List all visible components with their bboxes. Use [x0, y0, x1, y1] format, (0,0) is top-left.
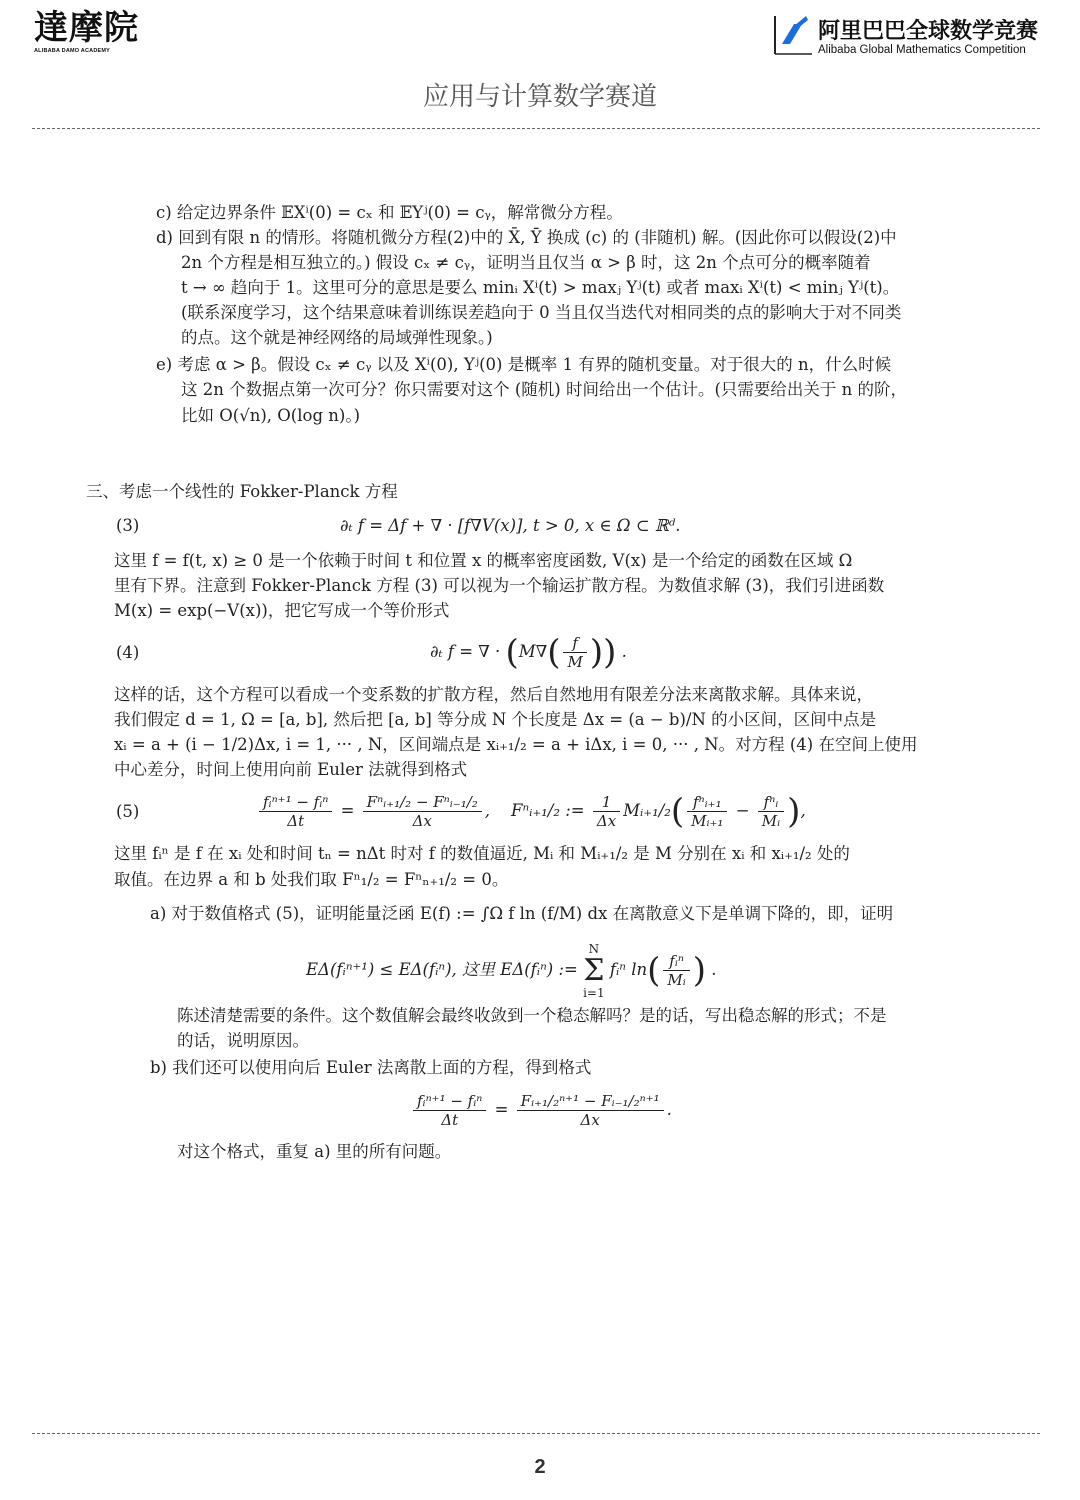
question-c: c) 给定边界条件 𝔼Xⁱ(0) = cₓ 和 𝔼Yʲ(0) = cᵧ，解常微分方程。 — [156, 203, 623, 222]
qa-text-line: 的话，说明原因。 — [177, 1031, 309, 1050]
eq5-frac-num: 1 — [593, 793, 620, 812]
eq4-inner: M∇ — [518, 642, 548, 661]
sum-upper: N — [588, 941, 600, 956]
eq4-label: (4) — [116, 643, 140, 662]
qa-text-line: 陈述清楚需要的条件。这个数值解会最终收敛到一个稳态解吗？是的话，写出稳态解的形式；不是 — [177, 1006, 887, 1025]
competition-name-en: Alibaba Global Mathematics Competition — [818, 44, 1026, 56]
question-e-line: 比如 O(√n), O(log n)。) — [181, 406, 361, 425]
para3-line: 这里 fᵢⁿ 是 f 在 xᵢ 处和时间 tₙ = nΔt 时对 f 的数值逼近, Mᵢ 和 Mᵢ₊₁/₂ 是 M 分别在 xᵢ 和 xᵢ₊₁/₂ 处的 — [114, 844, 850, 863]
question-e-line: e) 考虑 α > β。假设 cₓ ≠ cᵧ 以及 Xⁱ(0), Yʲ(0) 是概率 1 有界的随机变量。对于很大的 n，什么时候 — [156, 355, 892, 374]
eq5-frac-den: Mᵢ — [761, 812, 781, 830]
eq5-frac-num: Fⁿᵢ₊₁/₂ − Fⁿᵢ₋₁/₂ — [363, 793, 482, 812]
para2-line: 中心差分，时间上使用向前 Euler 法就得到格式 — [114, 760, 468, 779]
qb-frac-den: Δt — [441, 1111, 459, 1129]
academy-logo-en: ALIBABA DAMO ACADEMY — [34, 48, 111, 54]
eq5-frac-den: Δx — [412, 812, 432, 830]
eq5-frac-den: Δx — [596, 812, 617, 830]
question-d-line: 的点。这个就是神经网络的局域弹性现象。) — [181, 328, 493, 347]
question-b: b) 我们还可以使用向后 Euler 法离散上面的方程，得到格式 — [150, 1058, 592, 1077]
question-d-line: d) 回到有限 n 的情形。将随机微分方程(2)中的 X̄, Ȳ 换成 (c) 的 (非随机) 解。(因此你可以假设(2)中 — [156, 228, 897, 247]
eq3: ∂ₜ f = Δf + ∇ · [f∇V(x)], t > 0, x ∈ Ω ⊂ ℝᵈ. — [340, 516, 681, 535]
qa-frac-num: fᵢⁿ — [663, 952, 689, 971]
sum-sign: Σ — [583, 952, 605, 988]
question-a: a) 对于数值格式 (5)，证明能量泛函 E(f) := ∫Ω f ln (f/M) dx 在离散意义下是单调下降的，即，证明 — [150, 904, 894, 923]
qa-eq-left: EΔ(fᵢⁿ⁺¹) ≤ EΔ(fᵢⁿ), 这里 EΔ(fᵢⁿ) := — [306, 960, 584, 979]
para2-line: 我们假定 d = 1, Ω = [a, b], 然后把 [a, b] 等分成 N 个长度是 Δx = (a − b)/N 的小区间，区间中点是 — [114, 710, 877, 729]
para1-line: 里有下界。注意到 Fokker-Planck 方程 (3) 可以视为一个输运扩散方程。为数值求解 (3)，我们引进函数 — [114, 576, 885, 595]
header-divider — [32, 128, 1040, 129]
para1-line: 这里 f = f(t, x) ≥ 0 是一个依赖于时间 t 和位置 x 的概率密度函数, V(x) 是一个给定的函数在区域 Ω — [114, 551, 853, 570]
competition-mark-icon — [772, 14, 812, 58]
para2-line: xᵢ = a + (i − 1/2)Δx, i = 1, ··· , N，区间端点是 xᵢ₊₁/₂ = a + iΔx, i = 0, ··· , N。对方程 (4) 在空间上使用 — [114, 735, 918, 754]
eq5-frac-num: fⁿᵢ₊₁ — [687, 793, 727, 812]
eq5-label: (5) — [116, 802, 140, 821]
track-title: 应用与计算数学赛道 — [422, 82, 657, 112]
eq5: $\frac{\text{fᵢⁿ⁺¹ − fᵢⁿ}}{\Delta t}$ = $\frac{\text{Fⁿᵢ₊₁/₂ − Fⁿᵢ₋₁/₂}}{\Delta x}$ , Fⁿᵢ₊₁/₂ := $\frac{1}{\Delta x}$ Mᵢ₊₁/₂( $\frac{\text{fⁿᵢ₊₁}}{\text{Mᵢ₊₁}}$ − $\frac{\text{fⁿᵢ}}{\text{Mᵢ}}$ ), — [256, 786, 806, 837]
para1-line: M(x) = exp(−V(x))，把它写成一个等价形式 — [114, 601, 450, 620]
para3-line: 取值。在边界 a 和 b 处我们取 Fⁿ₁/₂ = Fⁿₙ₊₁/₂ = 0。 — [114, 870, 509, 889]
competition-name-cn: 阿里巴巴全球数学竞赛 — [818, 18, 1039, 43]
qa-frac-den: Mᵢ — [667, 971, 686, 989]
eq5-frac-den: Δt — [287, 812, 305, 830]
eq3-label: (3) — [116, 516, 140, 535]
academy-logo-cn: 達摩院 — [34, 8, 139, 48]
question-e-line: 这 2n 个数据点第一次可分？你只需要对这个 (随机) 时间给出一个估计。(只需要给出关于 n 的阶， — [181, 380, 908, 399]
question-d-line: t → ∞ 趋向于 1。这里可分的意思是要么 minᵢ Xⁱ(t) > maxⱼ Yʲ(t) 或者 maxᵢ Xⁱ(t) < minⱼ Yʲ(t)。 — [181, 278, 900, 297]
eq4-den: M — [567, 653, 583, 671]
qa-equation: EΔ(fᵢⁿ⁺¹) ≤ EΔ(fᵢⁿ), 这里 EΔ(fᵢⁿ) := N Σ i=1 fᵢⁿ ln( $\frac{\text{fᵢⁿ}}{\text{Mᵢ}}$ ) . — [306, 941, 717, 1000]
qb-frac-num: fᵢⁿ⁺¹ − fᵢⁿ — [413, 1092, 486, 1111]
eq4-num: f — [563, 634, 586, 653]
eq5-flux-def: Fⁿᵢ₊₁/₂ := — [511, 801, 585, 820]
eq5-frac-den: Mᵢ₊₁ — [691, 812, 724, 830]
competition-logo — [772, 14, 1052, 58]
eq5-frac-num: fⁿᵢ — [758, 793, 784, 812]
qb-frac-num: Fᵢ₊₁/₂ⁿ⁺¹ − Fᵢ₋₁/₂ⁿ⁺¹ — [517, 1092, 664, 1111]
qb-text: 对这个格式，重复 a) 里的所有问题。 — [177, 1142, 452, 1161]
damo-academy-logo — [34, 10, 144, 60]
para2-line: 这样的话，这个方程可以看成一个变系数的扩散方程，然后自然地用有限差分法来离散求解。具体来说， — [114, 685, 873, 704]
qb-equation: $\frac{\text{fᵢⁿ⁺¹ − fᵢⁿ}}{\Delta t}$ = $\frac{\text{Fᵢ₊₁/₂ⁿ⁺¹ − Fᵢ₋₁/₂ⁿ⁺¹}}{\Delta x}$ . — [410, 1084, 672, 1136]
eq5-m: Mᵢ₊₁/₂ — [623, 801, 671, 820]
eq4-left: ∂ₜ f = ∇ · — [430, 642, 506, 661]
question-d-line: (联系深度学习，这个结果意味着训练误差趋向于 0 当且仅当迭代对相同类的点的影响大于对不同类 — [181, 303, 902, 322]
question-d-line: 2n 个方程是相互独立的。) 假设 cₓ ≠ cᵧ，证明当且仅当 α > β 时，这 2n 个点可分的概率随着 — [181, 253, 871, 272]
page-number: 2 — [534, 1456, 546, 1478]
eq5-frac-num: fᵢⁿ⁺¹ − fᵢⁿ — [259, 793, 332, 812]
sum-lower: i=1 — [583, 985, 605, 1000]
section3-heading: 三、考虑一个线性的 Fokker-Planck 方程 — [86, 482, 398, 501]
qa-eq-right: fᵢⁿ ln — [604, 960, 648, 979]
eq4: ∂ₜ f = ∇ · (M∇( $\frac{f}{M}$ )) . — [430, 632, 627, 673]
footer-divider — [32, 1433, 1040, 1434]
qb-frac-den: Δx — [580, 1111, 600, 1129]
